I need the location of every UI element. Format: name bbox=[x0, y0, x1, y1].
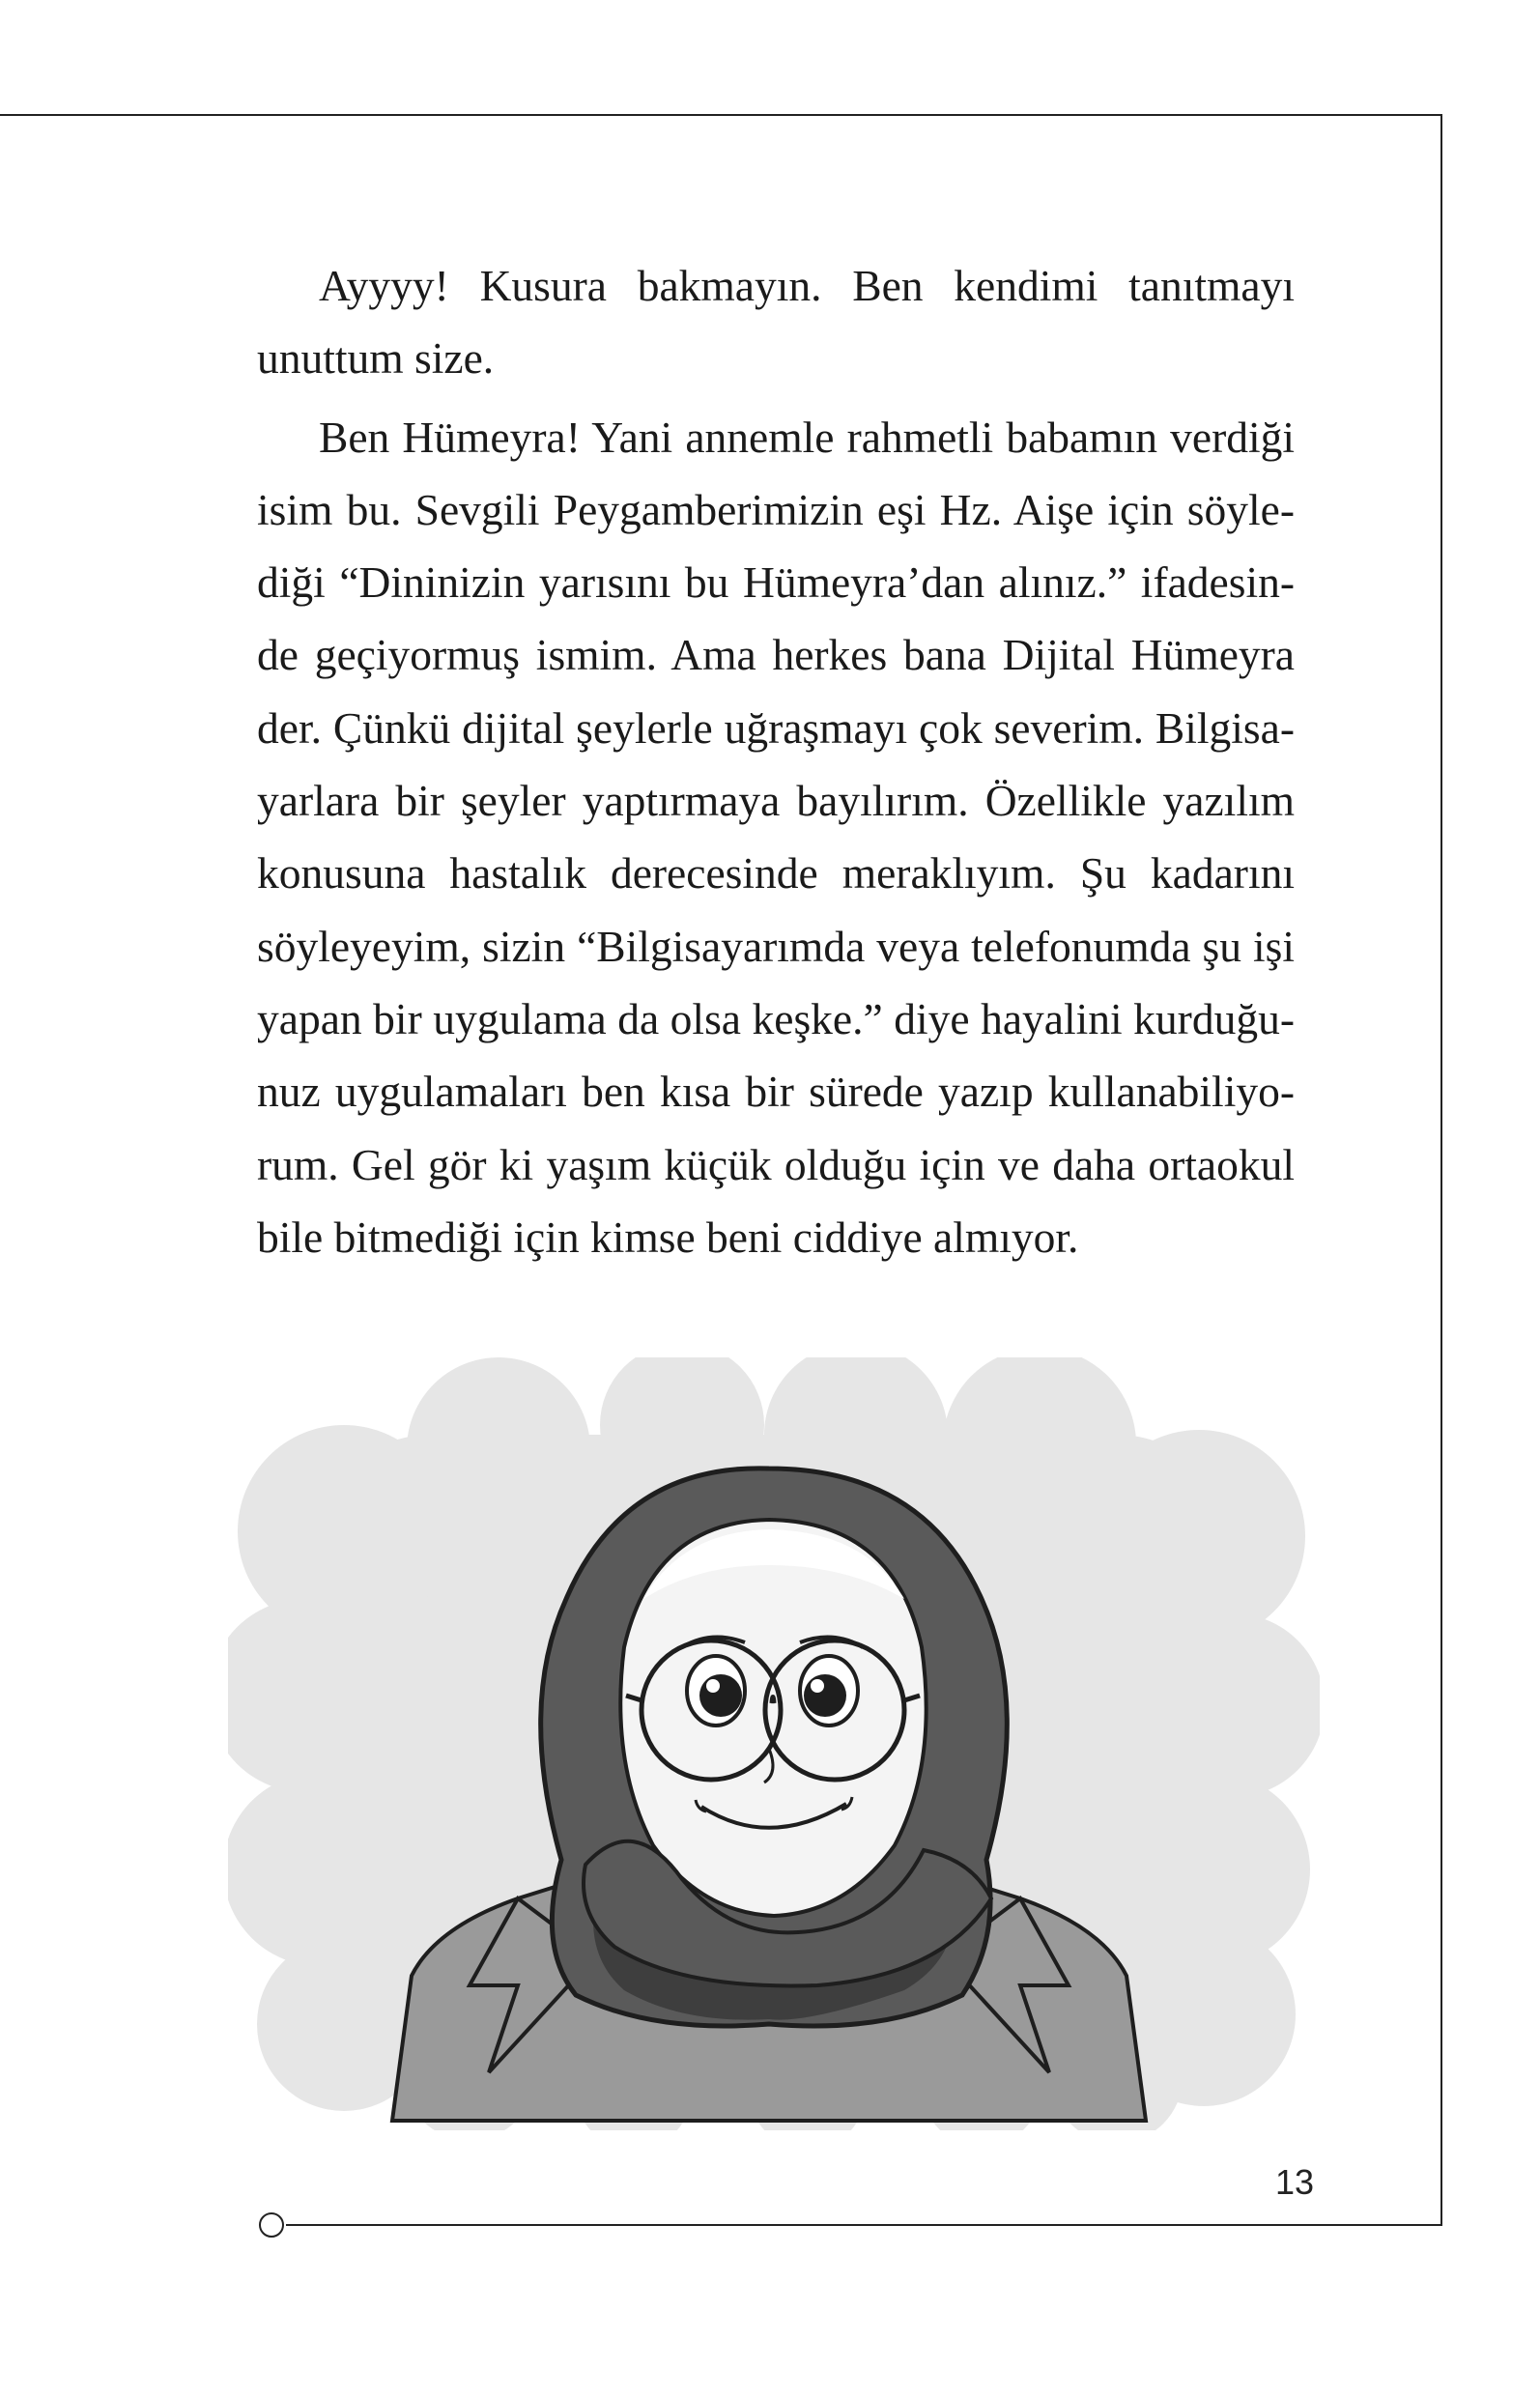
girl-portrait-illustration bbox=[228, 1357, 1320, 2130]
page-frame-right-line bbox=[1440, 114, 1442, 2226]
page-corner-circle-ornament bbox=[259, 2212, 284, 2238]
page-frame-top-line bbox=[0, 114, 1442, 116]
right-eye bbox=[800, 1656, 858, 1726]
page-number: 13 bbox=[1274, 2162, 1314, 2202]
body-text bbox=[257, 249, 1295, 1279]
paragraph-2: Ben Hümeyra! Yani annemle rahmetli babamın verdiği isim bu. Sevgili Peygamberimizin eşi Hz. Aişe için söylediği “Dininizin yarısını bu Hümeyra’dan alınız.” ifadesinde geçiyormuş ismim. Ama herkes bana Dijital Hümeyra der. Çünkü dijital şeylerle uğraşmayı çok severim. Bilgisayarlara bir şeyler yaptırmaya bayılırım. Özellikle yazılım konusuna hastalık derecesinde meraklıyım. Şu kadarını söyleyeyim, sizin “Bilgisayarımda veya telefonumda şu işi yapan bir uygulama da olsa keşke.” diye hayalini kurduğunuz uygulamaları ben kısa bir sürede yazıp kullanabiliyorum. Gel gör ki yaşım küçük olduğu için ve daha ortaokul bile bitmediği için kimse beni ciddiye almıyor. bbox=[257, 412, 1295, 1262]
paragraph-1: Ayyyy! Kusura bakmayın. Ben kendimi tanıtmayı unuttum size. bbox=[257, 261, 1295, 384]
left-eye bbox=[687, 1656, 745, 1726]
page-frame-bottom-line bbox=[286, 2224, 1442, 2226]
